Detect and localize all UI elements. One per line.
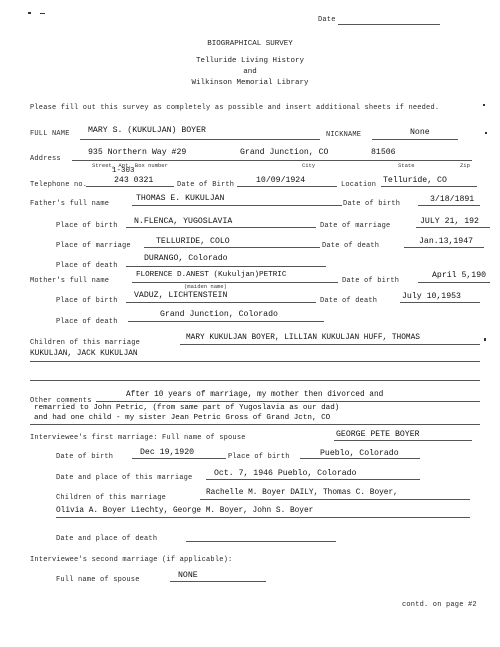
mother-dob-value: April 5,190 xyxy=(432,271,487,280)
father-pod-label: Place of death xyxy=(56,262,118,270)
children-rule-2 xyxy=(30,361,480,362)
comments-rule-1 xyxy=(96,401,480,402)
mother-dod-value: July 10,1953 xyxy=(402,292,461,301)
mother-value: FLORENCE D.ANEST (Kukuljan)PETRIC xyxy=(136,271,287,279)
full-name-label: FULL NAME xyxy=(30,130,70,138)
father-dob-line xyxy=(418,205,480,206)
nickname-value: None xyxy=(410,128,430,137)
location-value: Telluride, CO xyxy=(383,176,447,185)
date-line xyxy=(338,24,440,25)
marriage1-label: Date and place of this marriage xyxy=(56,474,193,482)
location-line xyxy=(381,186,477,187)
telephone-line xyxy=(86,186,174,187)
place-marriage-line xyxy=(144,247,320,248)
death1-label: Date and place of death xyxy=(56,535,158,543)
address-label: Address xyxy=(30,155,61,163)
father-dod-value: Jan.13,1947 xyxy=(419,237,474,246)
footer-continued: contd. on page #2 xyxy=(402,601,477,609)
mother-pod-label: Place of death xyxy=(56,318,118,326)
father-dod-line xyxy=(404,247,484,248)
address-street: 935 Northern Way #29 xyxy=(88,148,187,157)
address-city: Grand Junction, CO xyxy=(240,148,329,157)
blank-rule xyxy=(30,380,480,381)
date-marriage-line xyxy=(416,227,490,228)
mother-label: Mother's full name xyxy=(30,277,110,285)
telephone-value: 243 0321 xyxy=(114,176,154,185)
header-line-4: Wilkinson Memorial Library xyxy=(191,79,309,87)
mother-dod-line xyxy=(400,302,480,303)
spouse2-value: NONE xyxy=(178,571,198,580)
header-line-2: Telluride Living History xyxy=(195,57,305,65)
children1-line-2: Olivia A. Boyer Liechty, George M. Boyer, John S. Boyer xyxy=(56,507,314,515)
location-label: Location xyxy=(341,181,377,189)
scan-speck xyxy=(40,13,45,14)
spouse2-line xyxy=(170,581,266,582)
comments-line-2: remarried to John Petric, (from same part of Yugoslavia as our dad) xyxy=(34,404,340,412)
spouse2-label: Full name of spouse xyxy=(56,576,140,584)
full-name-value: MARY S. (KUKULJAN) BOYER xyxy=(88,126,206,135)
place-marriage-label: Place of marriage xyxy=(56,242,131,250)
survey-title: BIOGRAPHICAL SURVEY xyxy=(207,40,293,48)
dob-value: 10/09/1924 xyxy=(256,176,306,185)
mother-pod-value: Grand Junction, Colorado xyxy=(160,310,278,319)
comments-rule-2 xyxy=(30,424,480,425)
children1-line-1: Rachelle M. Boyer DAILY, Thomas C. Boyer, xyxy=(206,489,398,497)
death1-line xyxy=(186,541,336,542)
spouse1-dob-label: Date of birth xyxy=(56,453,114,461)
place-marriage-value: TELLURIDE, COLO xyxy=(156,237,230,246)
date-marriage-label: Date of marriage xyxy=(320,222,391,230)
address-sub-state: State xyxy=(398,162,415,169)
children1-rule-2 xyxy=(56,517,470,518)
father-pob-value: N.FLENCA, YUGOSLAVIA xyxy=(134,217,233,226)
father-dob-label: Date of birth xyxy=(343,200,401,208)
mother-dob-line xyxy=(418,282,490,283)
children-label: Children of this marriage xyxy=(30,339,141,347)
spouse1-dob-value: Dec 19,1920 xyxy=(140,448,195,457)
dob-line xyxy=(237,186,337,187)
first-marriage-label: Interviewee's first marriage: Full name of spouse xyxy=(30,434,246,442)
address-zip: 81506 xyxy=(371,148,396,157)
children-rule-1 xyxy=(180,344,480,345)
father-pod-line xyxy=(126,266,326,267)
mother-pod-line xyxy=(128,321,324,322)
spouse1-pob-label: Place of birth xyxy=(228,453,290,461)
spouse1-pob-line xyxy=(300,458,420,459)
spouse1-value: GEORGE PETE BOYER xyxy=(336,430,420,439)
spouse1-line xyxy=(334,440,472,441)
spouse1-pob-value: Pueblo, Colorado xyxy=(320,449,399,458)
scan-speck xyxy=(483,104,485,106)
children-line-2: KUKULJAN, JACK KUKULJAN xyxy=(30,350,138,358)
address-sub-street: Street, Apt, Box number xyxy=(92,162,168,169)
children1-label: Children of this marriage xyxy=(56,494,167,502)
header-line-3: and xyxy=(243,68,257,76)
second-marriage-label: Interviewee's second marriage (if applicable): xyxy=(30,556,233,564)
children-line-1: MARY KUKULJAN BOYER, LILLIAN KUKULJAN HUFF, THOMAS xyxy=(186,334,420,342)
father-dob-value: 3/18/1891 xyxy=(430,195,475,204)
marriage1-line xyxy=(206,479,420,480)
scan-speck xyxy=(484,338,486,341)
address-sub-city: City xyxy=(302,162,316,169)
date-label: Date xyxy=(318,16,336,24)
father-dod-label: Date of death xyxy=(322,242,380,250)
scan-speck xyxy=(485,132,487,134)
mother-pob-label: Place of birth xyxy=(56,297,118,305)
spouse1-dob-line xyxy=(132,458,226,459)
comments-line-3: and had one child - my sister Jean Petric Gross of Grand Jctn, CO xyxy=(34,414,331,422)
telephone-label: Telephone no. xyxy=(30,181,88,189)
father-pob-label: Place of birth xyxy=(56,222,118,230)
father-label: Father's full name xyxy=(30,200,110,208)
mother-maiden-note: (maiden name) xyxy=(184,283,227,290)
telephone-area: 1-303 xyxy=(112,167,135,175)
marriage1-value: Oct. 7, 1946 Pueblo, Colorado xyxy=(214,469,357,478)
mother-pob-line xyxy=(126,302,316,303)
date-marriage-value: JULY 21, 192 xyxy=(420,217,479,226)
nickname-line xyxy=(372,139,458,140)
address-sub-zip: Zip xyxy=(460,162,470,169)
dob-label: Date of Birth xyxy=(177,181,235,189)
father-line xyxy=(132,205,342,206)
father-value: THOMAS E. KUKULJAN xyxy=(136,194,225,203)
instructions: Please fill out this survey as completely as possible and insert additional sheets if needed. xyxy=(30,104,440,112)
comments-label: Other comments xyxy=(30,397,92,405)
children1-rule-1 xyxy=(200,499,470,500)
full-name-line xyxy=(80,139,320,140)
comments-line-1: After 10 years of marriage, my mother then divorced and xyxy=(126,391,384,399)
mother-pob-value: VADUZ, LICHTENSTEIN xyxy=(134,291,228,300)
mother-line xyxy=(132,282,338,283)
mother-dob-label: Date of birth xyxy=(342,277,400,285)
scan-speck xyxy=(28,12,31,14)
nickname-label: NICKNAME xyxy=(326,131,362,139)
father-pob-line xyxy=(126,227,316,228)
address-line xyxy=(72,160,472,161)
mother-dod-label: Date of death xyxy=(320,297,378,305)
father-pod-value: DURANGO, Colorado xyxy=(144,254,228,263)
